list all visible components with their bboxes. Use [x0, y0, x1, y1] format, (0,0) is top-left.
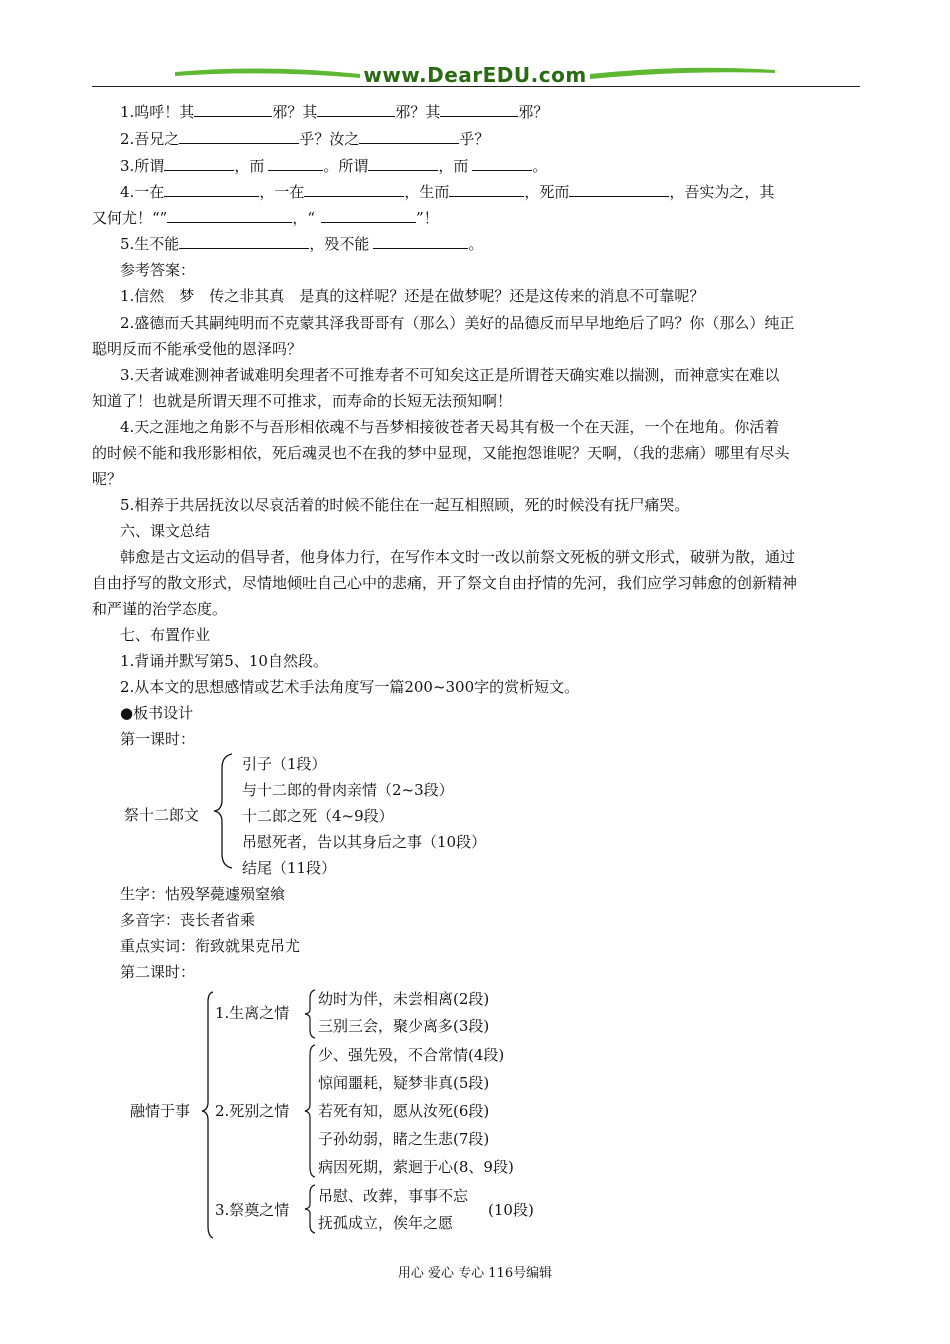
- group-3-label: 3.祭奠之情: [215, 1201, 290, 1219]
- lesson-1-root: 祭十二郎文: [124, 806, 200, 824]
- group-1-label: 1.生离之情: [215, 1004, 290, 1022]
- group-2-item: 子孙幼弱，睹之生悲(7段): [318, 1130, 490, 1148]
- question-4-line-2: 又何尤！“” ，“ ”！: [92, 209, 439, 227]
- lesson-1-item: 引子（1段）: [242, 755, 327, 773]
- new-characters: 生字：怙殁孥薨遽殒窒飨: [120, 885, 286, 903]
- lesson-1-item: 结尾（11段）: [242, 859, 337, 877]
- polyphonic-characters: 多音字：丧长者省乘: [120, 911, 256, 929]
- lesson-1-item: 吊慰死者，告以其身后之事（10段）: [242, 833, 487, 851]
- group-2-item: 惊闻噩耗，疑梦非真(5段): [318, 1074, 490, 1092]
- header-rule: [92, 86, 860, 87]
- key-words: 重点实词：衔致就果克吊尤: [120, 937, 301, 955]
- lesson-1-brace-icon: [210, 752, 236, 870]
- group-2-item: 少、强先殁，不合常情(4段): [318, 1046, 505, 1064]
- answer-3-line-2: 知道了！也就是所谓天理不可推求，而寿命的长短无法预知啊！: [92, 392, 513, 410]
- answer-4-line-2: 的时候不能和我形影相依，死后魂灵也不在我的梦中显现，又能抱怨谁呢？天啊，（我的悲痛）哪里有尽头: [92, 444, 790, 462]
- lesson-1-item: 十二郎之死（4~9段）: [242, 807, 394, 825]
- group-1-brace-icon: [303, 988, 317, 1040]
- homework-item-1: 1.背诵并默写第5、10自然段。: [120, 652, 328, 670]
- lesson-2-title: 第二课时：: [120, 963, 196, 981]
- summary-title: 六、课文总结: [120, 522, 211, 540]
- summary-line-3: 和严谨的治学态度。: [92, 600, 228, 618]
- group-1-item: 三别三会，聚少离多(3段): [318, 1017, 490, 1035]
- answer-3-line-1: 3.天者诚难测神者诚难明矣理者不可推寿者不可知矣这正是所谓苍天确实难以揣测，而神意实在难以: [120, 366, 780, 384]
- lesson-2-main-brace-icon: [200, 990, 216, 1240]
- question-1: 1.呜呼！其 邪？其 邪？其 邪？: [120, 103, 549, 121]
- group-2-item: 病因死期，萦迴于心(8、9段): [318, 1158, 514, 1176]
- summary-line-2: 自由抒写的散文形式，尽情地倾吐自己心中的悲痛，开了祭文自由抒情的先河，我们应学习韩愈的创新精神: [92, 574, 798, 592]
- group-2-brace-icon: [303, 1043, 317, 1179]
- question-5: 5.生不能 ，殁不能 。: [120, 235, 484, 253]
- group-3-tail: (10段): [488, 1201, 534, 1219]
- answer-4-line-1: 4.天之涯地之角影不与吾形相依魂不与吾梦相接彼苍者天曷其有极一个在天涯，一个在地角。你活着: [120, 418, 780, 436]
- question-3: 3.所谓 ，而 。所谓 ，而 。: [120, 157, 548, 175]
- board-title: ●板书设计: [120, 704, 194, 722]
- lesson-2-root: 融情于事: [130, 1102, 191, 1120]
- group-2-label: 2.死别之情: [215, 1102, 290, 1120]
- lesson-1-item: 与十二郎的骨肉亲情（2~3段）: [242, 781, 454, 799]
- homework-title: 七、布置作业: [120, 626, 211, 644]
- question-2: 2.吾兄之 乎？汝之 乎？: [120, 130, 490, 148]
- answers-title: 参考答案：: [120, 261, 196, 279]
- group-1-item: 幼时为伴，未尝相离(2段): [318, 990, 490, 1008]
- group-3-item: 抚孤成立，俟年之愿: [318, 1214, 454, 1232]
- group-3-brace-icon: [303, 1183, 317, 1235]
- group-2-item: 若死有知，愿从汝死(6段): [318, 1102, 490, 1120]
- answer-2-line-1: 2.盛德而夭其嗣纯明而不克蒙其泽我哥哥有（那么）美好的品德反而早早地绝后了吗？你（那么）纯正: [120, 314, 795, 332]
- answer-5: 5.相养于共居抚汝以尽哀活着的时候不能住在一起互相照顾，死的时候没有抚尸痛哭。: [120, 496, 690, 514]
- question-4-line-1: 4.一在 ，一在 ，生而 ，死而 ，吾实为之，其: [120, 183, 775, 201]
- answer-4-line-3: 呢？: [92, 470, 123, 488]
- header-logo: [175, 62, 775, 88]
- answer-2-line-2: 聪明反而不能承受他的恩泽吗？: [92, 340, 303, 358]
- group-3-item: 吊慰、改葬，事事不忘: [318, 1187, 469, 1205]
- answer-1: 1.信然 梦 传之非其真 是真的这样呢？还是在做梦呢？还是这传来的消息不可靠呢？: [120, 287, 705, 305]
- homework-item-2: 2.从本文的思想感情或艺术手法角度写一篇200~300字的赏析短文。: [120, 678, 580, 696]
- logo-text: www.DearEDU.com: [363, 63, 587, 87]
- summary-line-1: 韩愈是古文运动的倡导者，他身体力行，在写作本文时一改以前祭文死板的骈文形式，破骈为散，通过: [120, 548, 796, 566]
- lesson-1-title: 第一课时：: [120, 730, 196, 748]
- page-footer: 用心 爱心 专心 116号编辑: [397, 1266, 553, 1281]
